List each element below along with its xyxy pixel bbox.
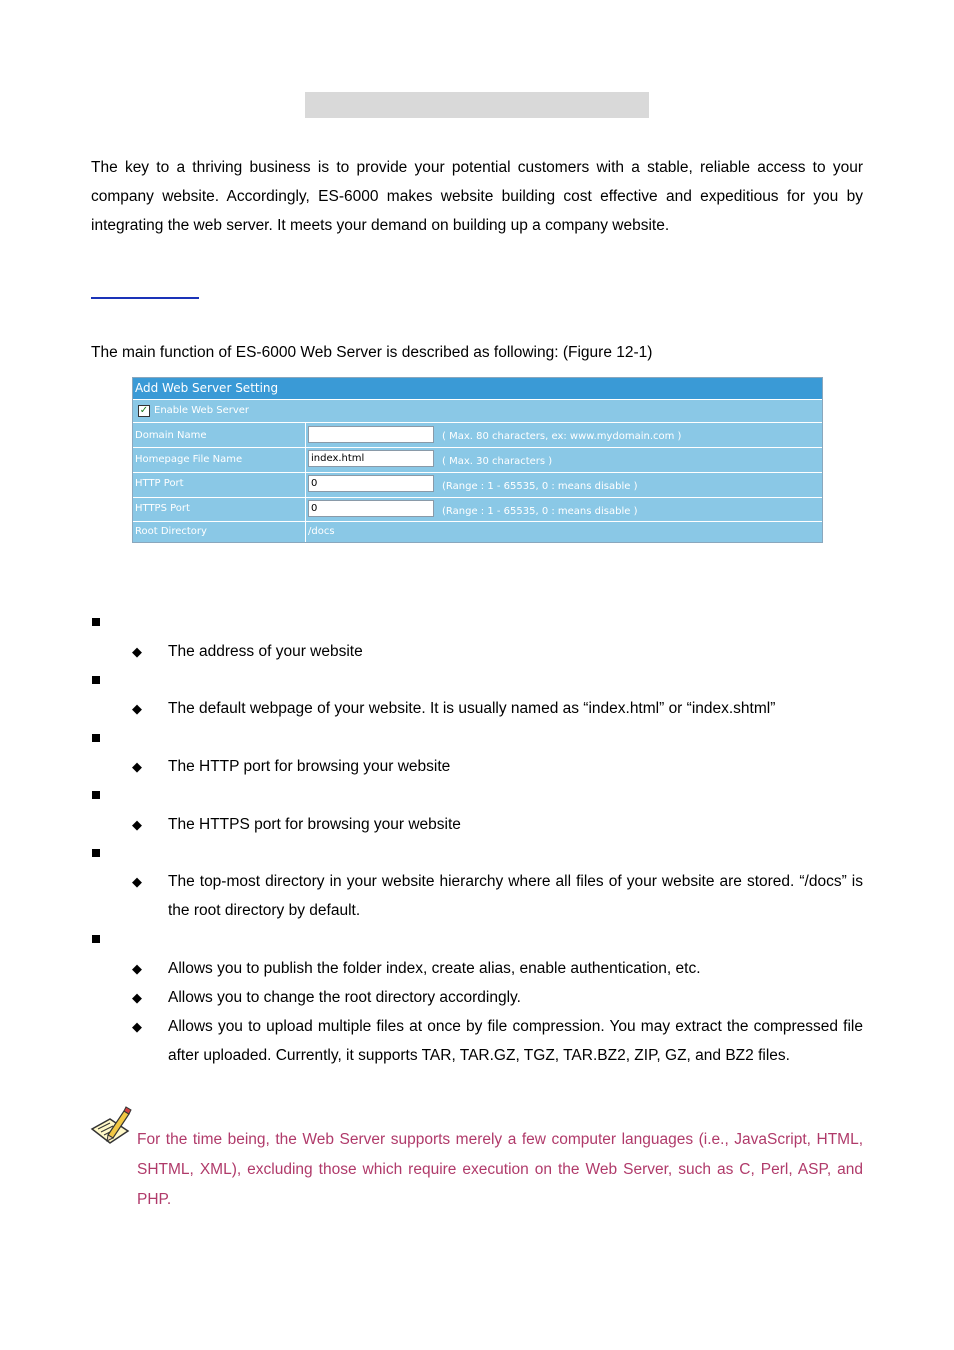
advanced-description-1: Allows you to publish the folder index, create alias, enable authentication, etc. (168, 960, 701, 977)
enable-row (133, 400, 822, 422)
homepage-file-name-input[interactable]: index.html (308, 450, 434, 467)
square-bullet (92, 676, 100, 684)
homepage-file-name-label: Homepage File Name (135, 454, 243, 465)
https-port-hint: (Range : 1 - 65535, 0 : means disable ) (442, 506, 638, 517)
http-port-hint: (Range : 1 - 65535, 0 : means disable ) (442, 481, 638, 492)
root-directory-row (133, 522, 822, 542)
enable-web-server-checkbox[interactable]: ✓ (139, 405, 149, 416)
homepage-description: The default webpage of your website. It is usually named as “index.html” or “index.shtml” (168, 700, 776, 717)
section-title-bar (305, 92, 649, 118)
homepage-file-name-hint: ( Max. 30 characters ) (442, 456, 553, 467)
diamond-bullet: ◆ (132, 701, 142, 716)
https-port-description: The HTTPS port for browsing your website (168, 816, 461, 833)
domain-name-label: Domain Name (135, 430, 207, 441)
domain-name-input[interactable] (308, 426, 434, 443)
root-directory-description: The top-most directory in your website hierarchy where all files of your website are stored. “/docs” is the root directory by default. (168, 873, 863, 919)
web-server-settings-panel (132, 377, 823, 543)
diamond-bullet: ◆ (132, 961, 142, 976)
http-port-label: HTTP Port (135, 478, 184, 489)
diamond-bullet: ◆ (132, 817, 142, 832)
domain-name-row (133, 423, 822, 447)
advanced-description-3: Allows you to upload multiple files at once by file compression. You may extract the compressed file after uploaded. Currently, it supports TAR, TAR.GZ, TGZ, TAR.BZ2, ZIP, GZ, and BZ2 files. (168, 1018, 863, 1064)
advanced-description-2: Allows you to change the root directory accordingly. (168, 989, 521, 1006)
http-port-input[interactable]: 0 (308, 475, 434, 492)
https-port-label: HTTPS Port (135, 503, 190, 514)
diamond-bullet: ◆ (132, 1019, 142, 1034)
note-pencil-icon (88, 1105, 132, 1149)
root-directory-value: /docs (308, 526, 335, 537)
main-function-text: The main function of ES-6000 Web Server is described as following: (Figure 12-1) (91, 344, 653, 361)
diamond-bullet: ◆ (132, 759, 142, 774)
square-bullet (92, 618, 100, 626)
square-bullet (92, 849, 100, 857)
enable-web-server-label: Enable Web Server (154, 405, 250, 416)
https-port-input[interactable]: 0 (308, 500, 434, 517)
domain-description: The address of your website (168, 643, 363, 660)
homepage-file-name-row (133, 448, 822, 472)
http-port-row (133, 473, 822, 497)
domain-name-hint: ( Max. 80 characters, ex: www.mydomain.com ) (442, 431, 682, 442)
http-port-description: The HTTP port for browsing your website (168, 758, 451, 775)
square-bullet (92, 935, 100, 943)
diamond-bullet: ◆ (132, 990, 142, 1005)
note-text: For the time being, the Web Server supports merely a few computer languages (i.e., JavaScript, HTML, SHTML, XML), excluding those which require execution on the Web Server, such as C, Perl, ASP, and PHP. (137, 1131, 863, 1208)
square-bullet (92, 791, 100, 799)
root-directory-label: Root Directory (135, 526, 207, 537)
square-bullet (92, 734, 100, 742)
https-port-row (133, 498, 822, 521)
subsection-heading-underline (91, 297, 199, 299)
diamond-bullet: ◆ (132, 644, 142, 659)
intro-paragraph: The key to a thriving business is to provide your potential customers with a stable, reliable access to your company website. Accordingly, ES-6000 makes website building cost effective and expeditious for you by integrating the web server. It meets your demand on building up a company website. (91, 159, 863, 234)
diamond-bullet: ◆ (132, 874, 142, 889)
panel-header: Add Web Server Setting (133, 378, 822, 399)
